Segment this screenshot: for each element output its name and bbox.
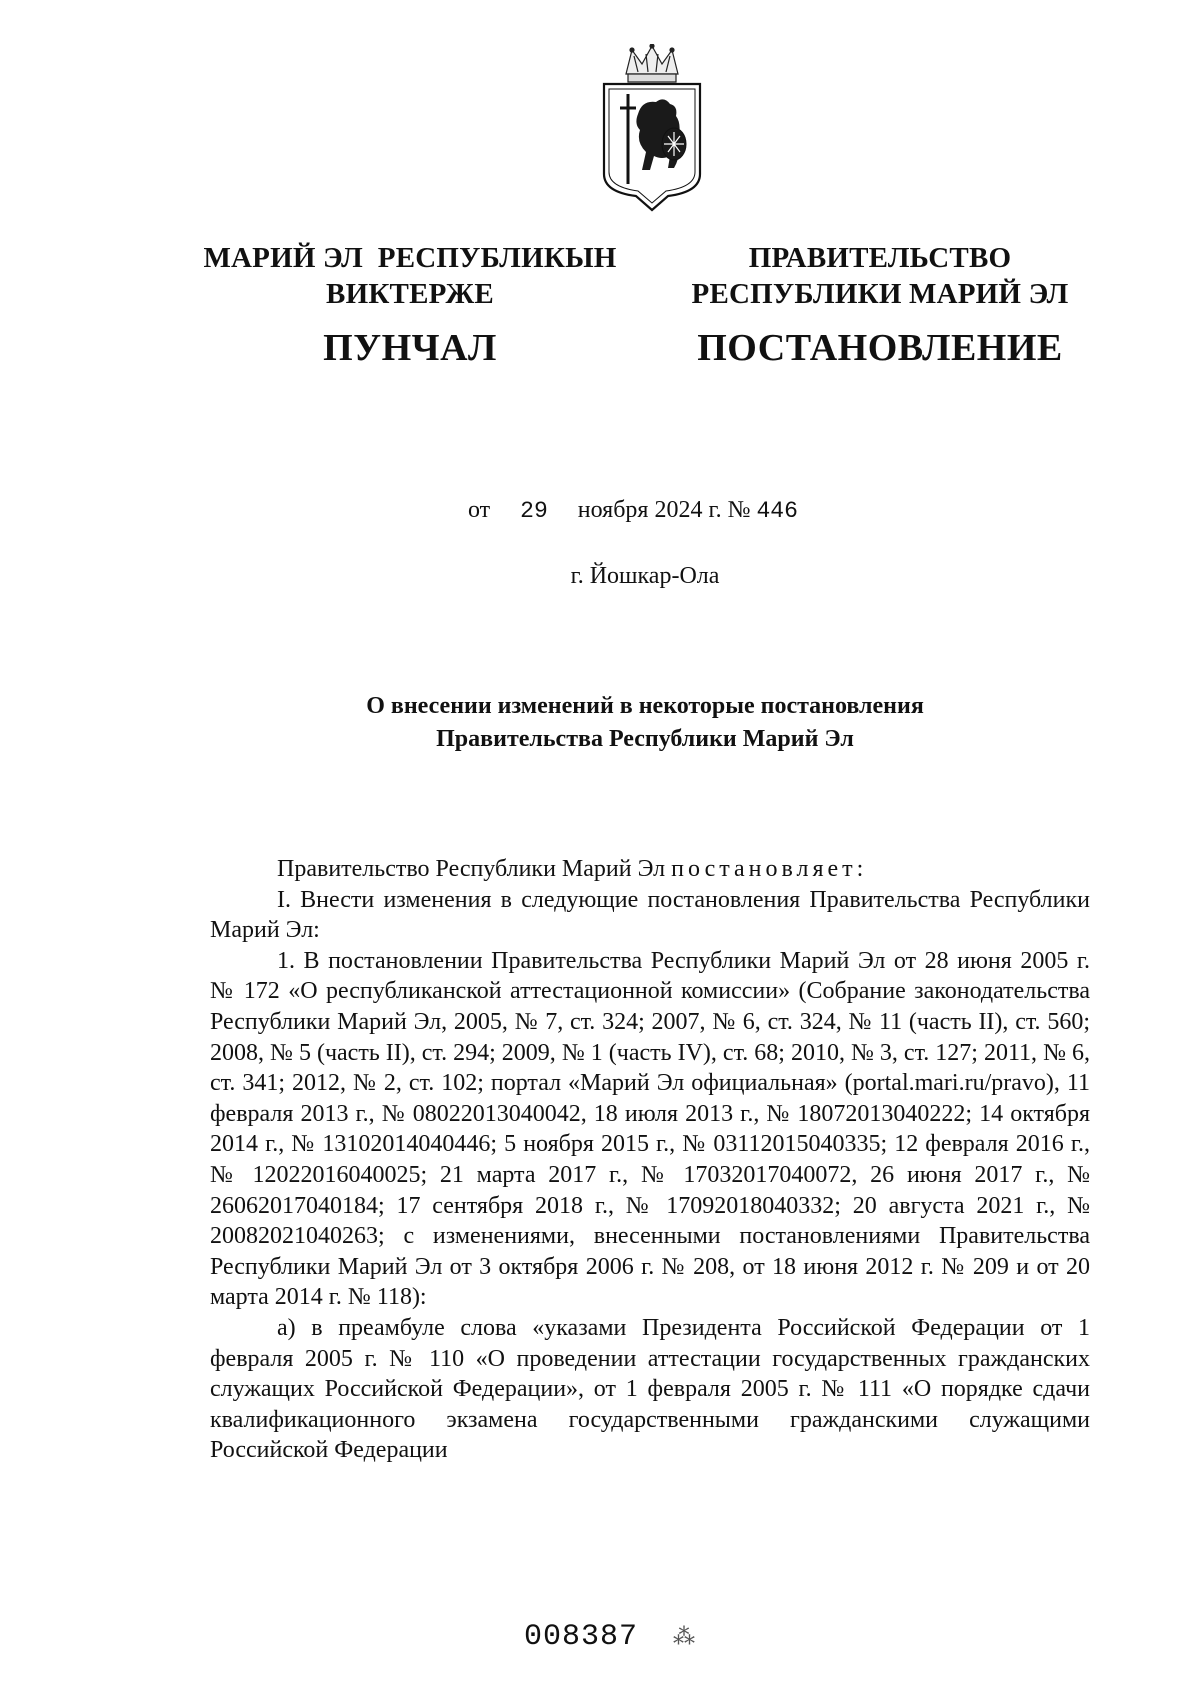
date-day: 29 [520, 498, 548, 524]
header-left-line1: МАРИЙ ЭЛ РЕСПУБЛИКЫН [203, 242, 617, 274]
body-paragraph-3: а) в преамбуле слова «указами Президента Российской Федерации от 1 февраля 2005 г. № 110 «О проведении аттестации государственных гражданских служащих Российской Федерации», от 1 февраля 2005 г. № 111 «О порядке сдачи квалификационного экзамена государственными гражданскими служащими Российской Федерации [210, 1314, 1090, 1464]
document-city: г. Йошкар-Ола [570, 563, 720, 589]
document-number: 446 [756, 498, 798, 524]
body-paragraph-1: I. Внести изменения в следующие постановления Правительства Республики Марий Эл: [210, 886, 1090, 944]
body-intro-decree-word: постановляет: [671, 856, 868, 882]
date-prefix: от [468, 497, 491, 523]
body-paragraph-2: 1. В постановлении Правительства Республики Марий Эл от 28 июня 2005 г. № 172 «О республиканской аттестационной комиссии» (Собрание законодательства Республики Марий Эл, 2005, № 7, ст. 324; 2007, № 6, ст. 324, № 11 (часть II), ст. 560; 2008, № 5 (часть II), ст. 294; 2009, № 1 (часть IV), ст. 68; 2010, № 3, ст. 127; 2011, № 6, ст. 341; 2012, № 2, ст. 102; портал «Марий Эл официальная» (portal.mari.ru/pravo), 11 февраля 2013 г., № 08022013040042, 18 июля 2013 г., № 18072013040222; 14 октября 2014 г., № 13102014040446; 5 ноября 2015 г., № 03112015040335; 12 февраля 2016 г., № 12022016040025; 21 марта 2017 г., № 17032017040072, 26 июня 2017 г., № 26062017040184; 17 сентября 2018 г., № 17092018040332; 20 августа 2021 г., № 20082021040263; с изменениями, внесенными постановлениями Правительства Республики Марий Эл от 3 октября 2006 г. № 208, от 18 июня 2012 г. № 209 и от 20 марта 2014 г. № 118): [210, 947, 1090, 1311]
serial-number: 008387 [524, 1620, 639, 1654]
header-left-line2: ВИКТЕРЖЕ [326, 278, 494, 310]
header-right [682, 240, 1078, 370]
header-right-doc-type: ПОСТАНОВЛЕНИЕ [697, 327, 1063, 369]
body-intro [210, 854, 1090, 885]
date-month-year: ноября 2024 г. № [577, 497, 751, 523]
document-title-line2: Правительства Республики Марий Эл [436, 726, 854, 752]
document-body [210, 854, 1090, 1466]
document-date-line [468, 497, 798, 524]
header-left [180, 240, 640, 370]
header-left-doc-type: ПУНЧАЛ [323, 327, 497, 369]
asterisk-stamp-icon: ⁂ [673, 1624, 695, 1649]
body-intro-text: Правительство Республики Марий Эл [277, 856, 666, 882]
header-right-line2: РЕСПУБЛИКИ МАРИЙ ЭЛ [691, 278, 1069, 310]
header-right-line1: ПРАВИТЕЛЬСТВО [748, 242, 1012, 274]
document-title-line1: О внесении изменений в некоторые постановления [366, 693, 924, 719]
republic-mari-el-coat-of-arms-icon [598, 44, 706, 214]
document-title [200, 690, 1090, 756]
